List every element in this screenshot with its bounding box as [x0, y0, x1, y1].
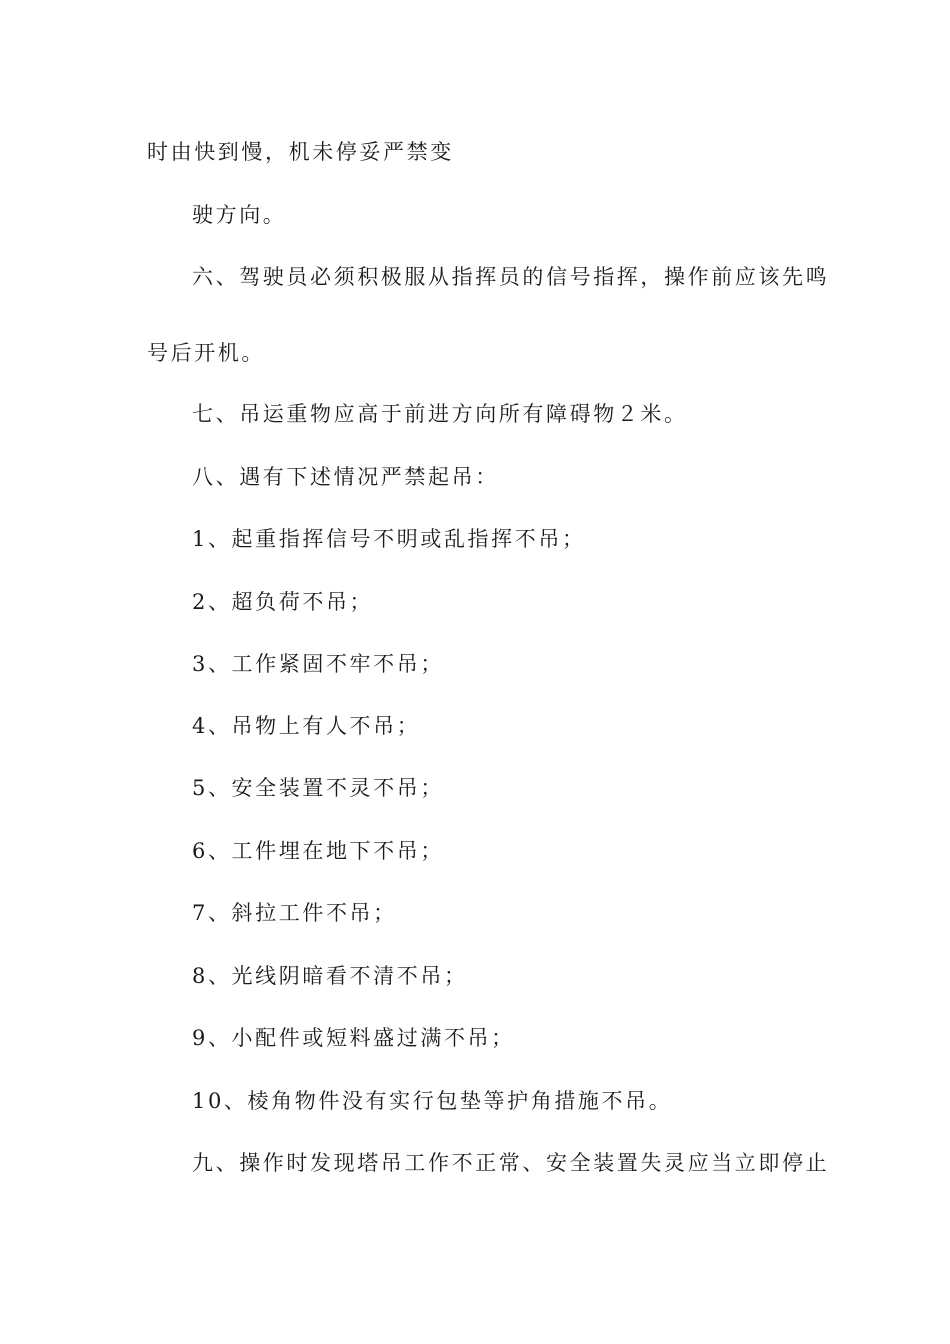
- clause-six-line-2: 号后开机。: [147, 341, 265, 365]
- paragraph-line-continuation: 时由快到慢，机未停妥严禁变: [147, 140, 454, 164]
- list-item: 9、小配件或短料盛过满不吊；: [192, 1026, 515, 1050]
- clause-seven: 七、吊运重物应高于前进方向所有障碍物２米。: [192, 402, 688, 426]
- list-item: 4、吊物上有人不吊；: [192, 714, 421, 738]
- clause-eight-heading: 八、遇有下述情况严禁起吊：: [192, 465, 499, 489]
- list-item: 2、超负荷不吊；: [192, 590, 374, 614]
- list-item: 6、工件埋在地下不吊；: [192, 839, 444, 863]
- list-item: 10、棱角物件没有实行包垫等护角措施不吊。: [192, 1089, 673, 1113]
- clause-six-line-1: 六、驾驶员必须积极服从指挥员的信号指挥，操作前应该先鸣: [192, 265, 830, 289]
- paragraph-line-continuation: 驶方向。: [192, 203, 287, 227]
- list-item: 3、工作紧固不牢不吊；: [192, 652, 444, 676]
- list-item: 8、光线阴暗看不清不吊；: [192, 964, 468, 988]
- list-item: 7、斜拉工件不吊；: [192, 901, 397, 925]
- list-item: 1、起重指挥信号不明或乱指挥不吊；: [192, 527, 586, 551]
- list-item: 5、安全装置不灵不吊；: [192, 776, 444, 800]
- clause-nine-line-1: 九、操作时发现塔吊工作不正常、安全装置失灵应当立即停止: [192, 1151, 830, 1175]
